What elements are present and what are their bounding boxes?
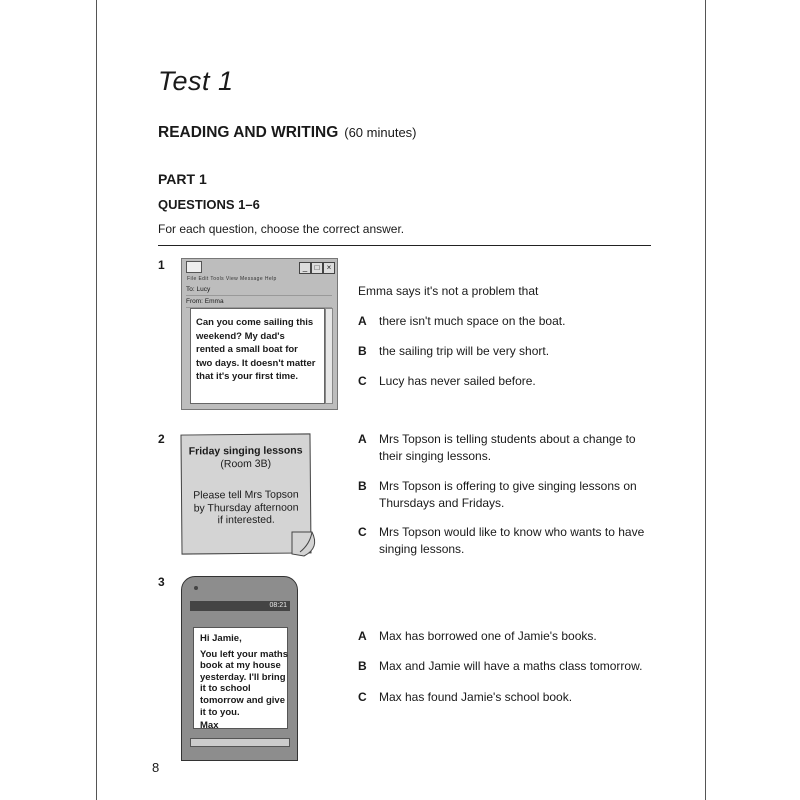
option-text: Max and Jamie will have a maths class tomorrow. xyxy=(379,659,643,673)
option-letter: A xyxy=(358,314,367,328)
divider xyxy=(158,245,651,246)
option-letter: B xyxy=(358,659,367,673)
q1-option-b xyxy=(358,343,648,360)
email-scrollbar xyxy=(325,308,333,404)
test-title: Test 1 xyxy=(158,66,234,96)
option-text: Lucy has never sailed before. xyxy=(379,374,536,388)
note-body: Please tell Mrs Topson by Thursday afternoon if interested. xyxy=(193,488,299,527)
phone-time: 08:21 xyxy=(269,602,287,609)
option-letter: B xyxy=(358,479,367,493)
q2-option-a xyxy=(358,431,648,465)
option-letter: C xyxy=(358,525,367,539)
option-letter: A xyxy=(358,432,367,446)
section-duration: (60 minutes) xyxy=(344,125,417,140)
message-signoff: Max xyxy=(200,720,219,732)
option-letter: A xyxy=(358,629,367,643)
message-greeting: Hi Jamie, xyxy=(200,633,242,644)
option-letter: C xyxy=(358,374,367,388)
email-menu: File Edit Tools View Message Help xyxy=(187,276,277,282)
question-number-3: 3 xyxy=(158,575,165,589)
close-icon: × xyxy=(323,262,335,274)
section-heading xyxy=(158,124,417,142)
email-to: To: Lucy xyxy=(186,284,332,296)
questions-heading: QUESTIONS 1–6 xyxy=(158,197,260,212)
q3-option-c xyxy=(358,689,648,706)
maximize-icon: □ xyxy=(311,262,323,274)
note-title: Friday singing lessons xyxy=(188,444,303,458)
phone-keyboard-bar xyxy=(190,738,290,747)
phone-status-bar xyxy=(190,601,290,611)
q1-option-a xyxy=(358,313,648,330)
phone xyxy=(181,576,298,761)
option-text: Mrs Topson is offering to give singing lessons on Thursdays and Fridays. xyxy=(379,479,637,510)
q2-option-c xyxy=(358,524,648,558)
email-message: Can you come sailing this weekend? My dad's rented a small boat for two days. It doesn't matter that it's your first time. xyxy=(196,317,316,382)
part-heading: PART 1 xyxy=(158,171,207,187)
phone-message xyxy=(200,633,288,732)
question-number-2: 2 xyxy=(158,432,165,446)
option-text: Max has found Jamie's school book. xyxy=(379,690,573,704)
email-from: From: Emma xyxy=(186,296,332,308)
option-letter: C xyxy=(358,690,367,704)
option-letter: B xyxy=(358,344,367,358)
message-body: You left your maths book at my house yesterday. I'll bring it to school tomorrow and give it to you. xyxy=(200,648,288,718)
minimize-icon: _ xyxy=(299,262,311,274)
page-number: 8 xyxy=(152,760,160,775)
page-curl-icon xyxy=(290,530,322,560)
option-text: the sailing trip will be very short. xyxy=(379,344,550,358)
option-text: there isn't much space on the boat. xyxy=(379,314,566,328)
section-title: READING AND WRITING xyxy=(158,124,339,141)
question-number-1: 1 xyxy=(158,258,165,272)
q1-option-c xyxy=(358,373,648,390)
envelope-icon xyxy=(186,261,202,273)
email-window xyxy=(181,258,338,410)
camera-icon xyxy=(194,586,198,590)
option-text: Mrs Topson would like to know who wants to have singing lessons. xyxy=(379,525,645,556)
option-text: Max has borrowed one of Jamie's books. xyxy=(379,629,597,643)
q3-option-b xyxy=(358,658,648,675)
option-text: Mrs Topson is telling students about a change to their singing lessons. xyxy=(379,432,636,463)
note-room: (Room 3B) xyxy=(220,457,272,471)
q2-option-b xyxy=(358,478,648,512)
question-1-stem: Emma says it's not a problem that xyxy=(358,284,539,298)
q3-option-a xyxy=(358,628,648,645)
instruction-text: For each question, choose the correct answer. xyxy=(158,222,405,236)
